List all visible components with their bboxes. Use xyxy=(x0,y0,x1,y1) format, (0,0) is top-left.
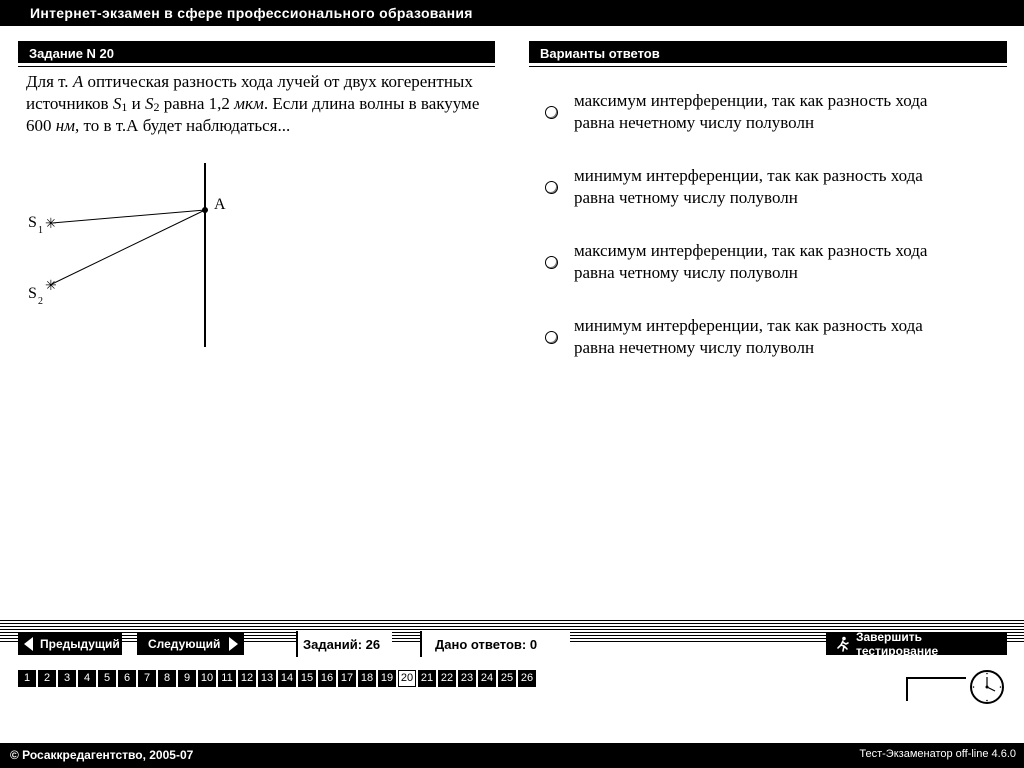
task-header: Задание N 20 xyxy=(18,41,495,66)
task-cell-19[interactable]: 19 xyxy=(378,670,396,687)
task-cell-8[interactable]: 8 xyxy=(158,670,176,687)
task-cell-5[interactable]: 5 xyxy=(98,670,116,687)
finish-label: Завершить тестирование xyxy=(855,630,939,658)
finish-test-button[interactable] xyxy=(826,630,1007,658)
next-label: Следующий xyxy=(148,637,221,651)
task-cell-6[interactable]: 6 xyxy=(118,670,136,687)
answer-option-4[interactable] xyxy=(540,315,1000,390)
total-tasks-counter: Заданий: 26 xyxy=(296,631,392,657)
task-cell-14[interactable]: 14 xyxy=(278,670,296,687)
answer-3-line1: максимум интерференции, так как разность хода xyxy=(574,241,928,260)
label-a: A xyxy=(214,196,226,213)
triangle-right-icon xyxy=(229,637,238,651)
task-cell-2[interactable]: 2 xyxy=(38,670,56,687)
answer-1-line1: максимум интерференции, так как разность хода xyxy=(574,91,928,110)
task-cell-1[interactable]: 1 xyxy=(18,670,36,687)
task-cell-21[interactable]: 21 xyxy=(418,670,436,687)
radio-1[interactable] xyxy=(545,106,558,119)
answer-option-2[interactable] xyxy=(540,165,1000,240)
label-s1: S xyxy=(28,214,37,231)
task-cell-7[interactable]: 7 xyxy=(138,670,156,687)
task-cell-26[interactable]: 26 xyxy=(518,670,536,687)
task-cell-12[interactable]: 12 xyxy=(238,670,256,687)
interference-diagram xyxy=(20,160,250,355)
task-cell-25[interactable]: 25 xyxy=(498,670,516,687)
copyright: © Росаккредагентство, 2005-07 xyxy=(10,748,194,762)
radio-2[interactable] xyxy=(545,181,558,194)
answers-given-counter: Дано ответов: 0 xyxy=(420,631,570,657)
answers-header: Варианты ответов xyxy=(529,41,1007,66)
radio-3[interactable] xyxy=(545,256,558,269)
answer-3-line2: равна четному числу полуволн xyxy=(574,263,798,282)
source-s2-icon: ✳ xyxy=(45,279,57,294)
question-text: Для т. A оптическая разность хода лучей от двух когерентных источников $S_1$ и $S_2$ равна 1,2 мкм. Если длина волны в вакууме 600 нм, то в т.А будет наблюдаться... xyxy=(26,72,480,135)
source-s1-icon: ✳ xyxy=(45,217,57,232)
point-a xyxy=(202,207,208,213)
runner-icon xyxy=(835,636,851,652)
task-number-grid xyxy=(18,670,538,687)
task-cell-3[interactable]: 3 xyxy=(58,670,76,687)
task-cell-13[interactable]: 13 xyxy=(258,670,276,687)
task-cell-11[interactable]: 11 xyxy=(218,670,236,687)
answer-option-1[interactable] xyxy=(540,90,1000,165)
label-s1-sub: 1 xyxy=(38,225,43,236)
task-cell-17[interactable]: 17 xyxy=(338,670,356,687)
task-cell-23[interactable]: 23 xyxy=(458,670,476,687)
label-s2: S xyxy=(28,285,37,302)
answer-1-line2: равна нечетному числу полуволн xyxy=(574,113,815,132)
answer-option-3[interactable] xyxy=(540,240,1000,315)
task-cell-4[interactable]: 4 xyxy=(78,670,96,687)
answer-2-line1: минимум интерференции, так как разность хода xyxy=(574,166,923,185)
task-cell-9[interactable]: 9 xyxy=(178,670,196,687)
triangle-left-icon xyxy=(24,637,33,651)
task-cell-20[interactable]: 20 xyxy=(398,670,416,687)
footer xyxy=(0,743,1024,768)
label-s2-sub: 2 xyxy=(38,296,43,307)
window-title: Интернет-экзамен в сфере профессионального образования xyxy=(0,0,1024,26)
task-cell-22[interactable]: 22 xyxy=(438,670,456,687)
clock-icon xyxy=(968,668,1006,706)
task-cell-24[interactable]: 24 xyxy=(478,670,496,687)
task-cell-18[interactable]: 18 xyxy=(358,670,376,687)
answer-4-line2: равна нечетному числу полуволн xyxy=(574,338,815,357)
app-version: Тест-Экзаменатор off-line 4.6.0 xyxy=(859,748,1016,760)
answer-4-line1: минимум интерференции, так как разность хода xyxy=(574,316,923,335)
timer-frame xyxy=(906,677,966,701)
task-cell-16[interactable]: 16 xyxy=(318,670,336,687)
answer-2-line2: равна четному числу полуволн xyxy=(574,188,798,207)
task-cell-15[interactable]: 15 xyxy=(298,670,316,687)
next-button[interactable] xyxy=(137,633,244,655)
task-cell-10[interactable]: 10 xyxy=(198,670,216,687)
radio-4[interactable] xyxy=(545,331,558,344)
answer-list xyxy=(540,90,1000,390)
prev-label: Предыдущий xyxy=(40,637,120,651)
prev-button[interactable] xyxy=(18,633,122,655)
